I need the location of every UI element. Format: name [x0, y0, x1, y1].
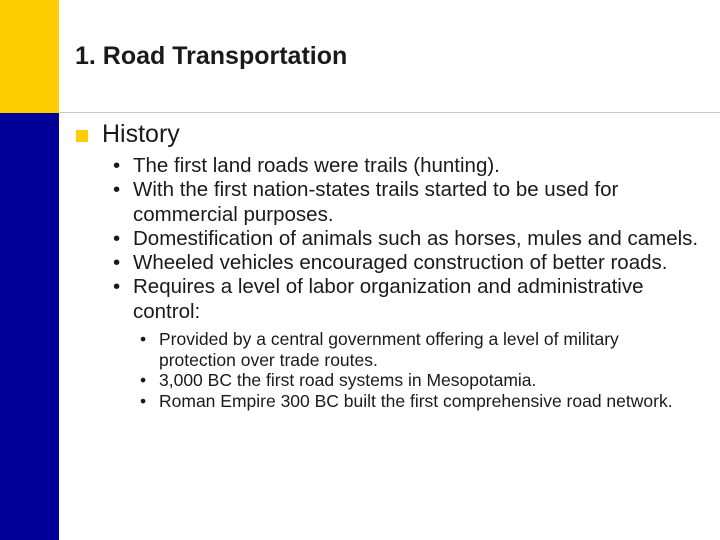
- list-item: [112, 251, 712, 275]
- bullet-list: [112, 154, 712, 411]
- list-item: [112, 275, 712, 411]
- sub-bullet-list: [133, 329, 693, 411]
- sub-bullet-text: Roman Empire 300 BC built the first comprehensive road network.: [159, 390, 673, 411]
- list-item: [112, 154, 712, 178]
- bullet-dot-icon: •: [113, 178, 121, 202]
- sub-bullet-text: 3,000 BC the first road systems in Mesopotamia.: [159, 370, 537, 391]
- bullet-dot-icon: •: [140, 370, 147, 391]
- title-divider: [59, 112, 720, 113]
- bullet-dot-icon: •: [140, 329, 147, 350]
- square-bullet-icon: [76, 130, 88, 142]
- slide-title: 1. Road Transportation: [75, 42, 348, 70]
- bullet-text: The first land roads were trails (hunting).: [133, 154, 500, 177]
- heading-label: History: [102, 120, 180, 148]
- bullet-text: Wheeled vehicles encouraged construction of better roads.: [133, 251, 668, 275]
- bullet-dot-icon: •: [113, 251, 121, 275]
- list-item: [112, 178, 712, 227]
- bullet-text: With the first nation-states trails started to be used for commercial purposes.: [133, 178, 619, 226]
- sub-list-item: [133, 391, 693, 412]
- accent-bar-navy: [0, 113, 59, 540]
- bullet-dot-icon: •: [113, 275, 121, 299]
- sub-list-item: [133, 329, 693, 370]
- bullet-dot-icon: •: [140, 390, 147, 411]
- list-item: [112, 227, 712, 251]
- accent-bar-yellow: [0, 0, 59, 113]
- bullet-dot-icon: •: [113, 154, 121, 177]
- bullet-text: Domestification of animals such as horses, mules and camels.: [133, 226, 699, 250]
- bullet-dot-icon: •: [113, 226, 121, 250]
- bullet-text: Requires a level of labor organization and administrative control:: [133, 275, 644, 323]
- heading-history: [76, 120, 180, 149]
- sub-list-item: [133, 370, 693, 391]
- sub-bullet-text: Provided by a central government offering a level of military protection over trade routes.: [159, 329, 619, 370]
